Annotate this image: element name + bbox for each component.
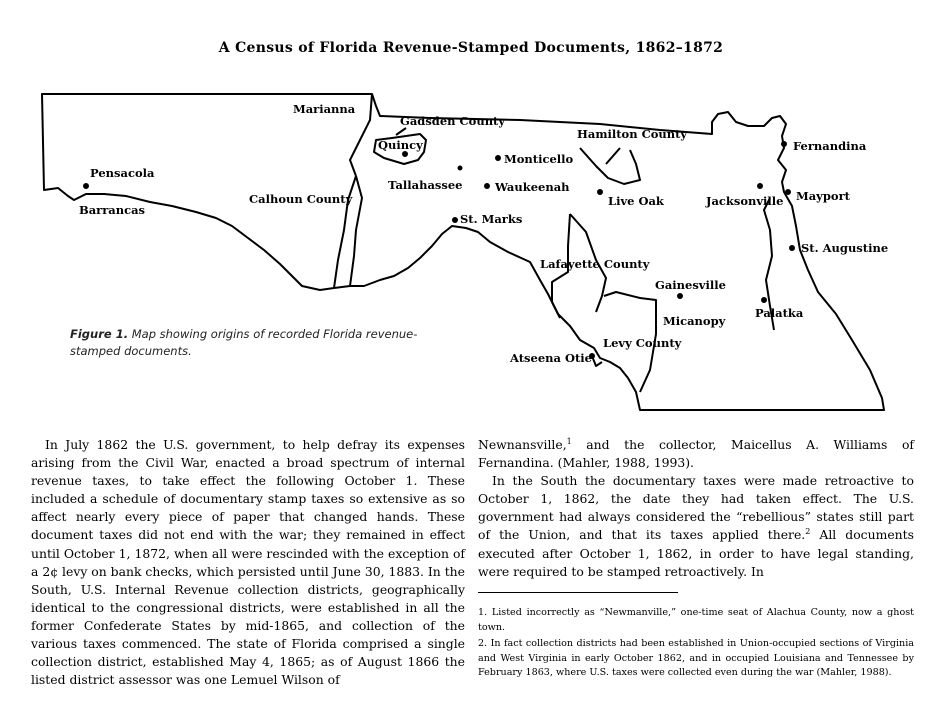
footnote-2: 2. In fact collection districts had been established in Union-occupied sections of Virginia and West Virginia in early October 1862, and in occupied Louisiana and Tennessee by February 1863, where U.S. taxes were collected even during the war (Mahler, 1988). [478,638,914,679]
marker-st-augustine [789,245,795,251]
label-waukeenah: Waukeenah [495,180,570,194]
marker-waukeenah [484,183,490,189]
right-paragraph-2 [478,472,914,581]
label-quincy: Quincy [378,138,423,152]
marker-jacksonville [757,183,763,189]
marker-palatka [761,297,767,303]
marker-fernandina [781,141,787,147]
footnote-1: 1. Listed incorrectly as “Newmanville,” one-time seat of Alachua County, now a ghost town. [478,607,914,633]
label-hamilton: Hamilton County [577,127,688,141]
footnote-ref-1: 1 [566,436,572,446]
label-st-marks: St. Marks [460,212,523,226]
state-outline [42,94,884,410]
marker-gainesville [677,293,683,299]
label-live-oak: Live Oak [608,194,664,208]
label-levy: Levy County [603,336,682,350]
figure-caption [70,326,450,360]
label-jacksonville: Jacksonville [706,194,784,208]
left-column [31,436,465,689]
marker-st-marks [452,217,458,223]
figure-label: Figure 1. [70,327,129,341]
footnote-divider [478,592,678,593]
marker-mayport [785,189,791,195]
hamilton-boundary [580,148,640,184]
marker-pensacola [83,183,89,189]
right-column [478,436,914,581]
label-gainesville: Gainesville [655,278,726,292]
text-run: Newnansville, [478,437,567,452]
label-gadsden: Gadsden County [400,114,506,128]
text-run: In the South the documentary taxes were made retroactive to October 1, 1862, the date they had taken effect. The U.S. government had always considered the “rebellious” states still part of the Union, and that its taxes applied there. [478,473,914,543]
label-fernandina: Fernandina [793,139,867,153]
footnote-ref-2: 2 [805,527,811,537]
label-pensacola: Pensacola [90,166,155,180]
marker-live-oak [597,189,603,195]
label-monticello: Monticello [504,152,574,166]
marker-monticello [495,155,501,161]
label-lafayette: Lafayette County [540,257,650,271]
text-run: All documents executed after October 1, 1862, in order to have legal standing, were required to be stamped retroactively. In [478,527,914,579]
label-calhoun: Calhoun County [249,192,353,206]
label-atseena-otie: Atseena Otie [510,351,592,365]
label-mayport: Mayport [796,189,850,203]
figure-caption-text: Map showing origins of recorded Florida revenue-stamped documents. [70,327,418,358]
marker-tallahassee [458,166,463,171]
label-tallahassee: Tallahassee [388,178,463,192]
page-title: A Census of Florida Revenue-Stamped Documents, 1862–1872 [218,40,724,56]
left-paragraph: In July 1862 the U.S. government, to help defray its expenses arising from the Civil War, enacted a broad spectrum of internal revenue taxes, to take effect the following October 1. These included a schedule of documentary stamp taxes so extensive as so affect nearly every piece of paper that changed hands. These document taxes did not end with the war; they remained in effect until October 1, 1872, when all were rescinded with the exception of a 2¢ levy on bank checks, which persisted until June 30, 1883. In the South, U.S. Internal Revenue collection districts, geographically identical to the congressional districts, were established in all the former Confederate States by mid-1865, and collection of the various taxes commenced. The state of Florida comprised a single collection district, established May 4, 1865; as of August 1866 the listed district assessor was one Lemuel Wilson of [31,437,465,688]
label-marianna: Marianna [293,102,356,116]
label-micanopy: Micanopy [663,314,726,328]
right-paragraph-1 [478,436,914,472]
text-run: and the collector, Maicellus A. Williams of Fernandina. (Mahler, 1988, 1993). [478,437,914,471]
label-palatka: Palatka [755,306,804,320]
label-st-augustine: St. Augustine [801,241,889,255]
label-barrancas: Barrancas [79,203,146,217]
